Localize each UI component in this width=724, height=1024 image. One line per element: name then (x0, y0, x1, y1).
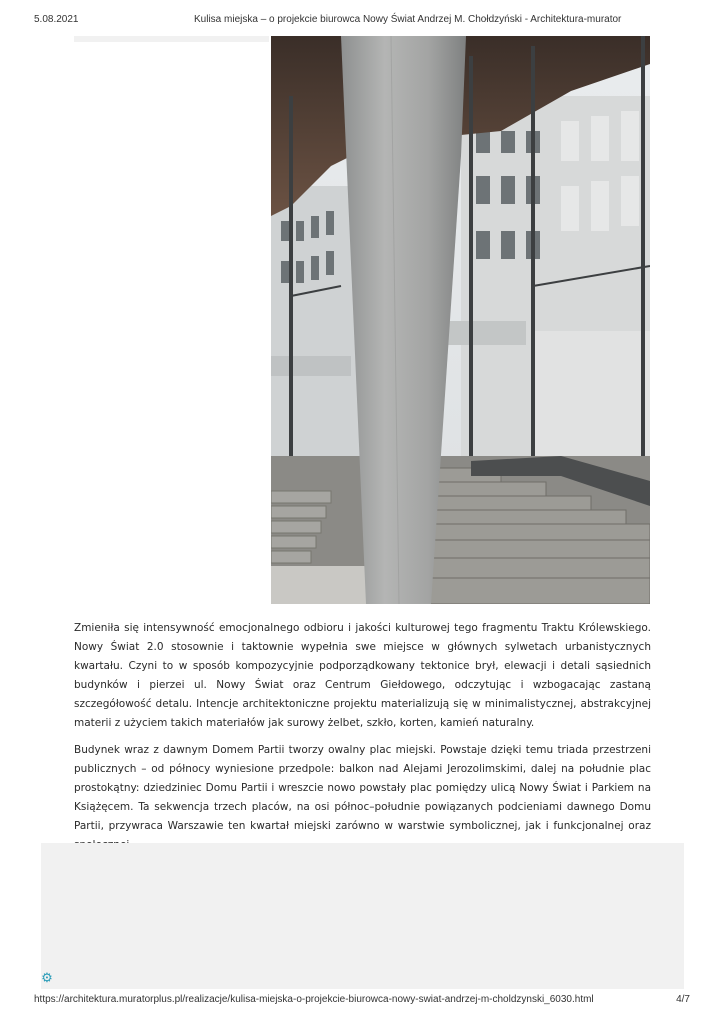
article-photo (271, 36, 650, 604)
top-strip (74, 36, 269, 42)
print-date: 5.08.2021 (34, 14, 79, 25)
print-title: Kulisa miejska – o projekcie biurowca Nowy Świat Andrzej M. Chołdzyński - Architektura-murator (194, 14, 622, 25)
article-paragraph-1: Zmieniła się intensywność emocjonalnego odbioru i jakości kulturowej tego fragmentu Traktu Królewskiego. Nowy Świat 2.0 stosownie i taktownie wypełnia swe miejsce w głównych sylwetach urbanistycznych kwartału. Czyni to w sposób kompozycyjnie podporządkowany tektonice brył, elewacji i detali sąsiednich budynków i pierzei ul. Nowy Świat oraz Centrum Giełdowego, odczytując i wzbogacając zastaną szczegółowość detalu. Intencje architektoniczne projektu materializują się w minimalistycznej, abstrakcyjnej materii z użyciem takich materiałów jak surowy żelbet, szkło, korten, kamień naturalny. (74, 622, 651, 729)
article-paragraph-2: Budynek wraz z dawnym Domem Partii tworzy owalny plac miejski. Powstaje dzięki temu triada przestrzeni publicznych – od północy wyniesione przedpole: balkon nad Alejami Jerozolimskimi, dalej na południe plac prostokątny: dziedziniec Domu Partii i wreszcie nowo powstały plac pomiędzy ulicą Nowy Świat i Parkiem na Książęcem. Ta sekwencja trzech placów, na osi północ–południe powiązanych podcieniami dawnego Domu Partii, przywraca Warszawie ten kwartał miejski zarówno w warstwie symbolicznej, jak i funkcjonalnej oraz (74, 744, 651, 832)
print-footer (34, 994, 690, 1008)
print-url: https://architektura.muratorplus.pl/realizacje/kulisa-miejska-o-projekcie-biurowca-nowy-swiat-andrzej-m-choldzynski_6030.html (34, 994, 594, 1005)
architecture-photo-illustration (271, 36, 650, 604)
page-number: 4/7 (676, 994, 690, 1005)
ad-placeholder (41, 843, 684, 989)
print-header (34, 14, 690, 28)
article-body (74, 619, 651, 863)
gear-icon[interactable]: ⚙ (41, 970, 53, 985)
